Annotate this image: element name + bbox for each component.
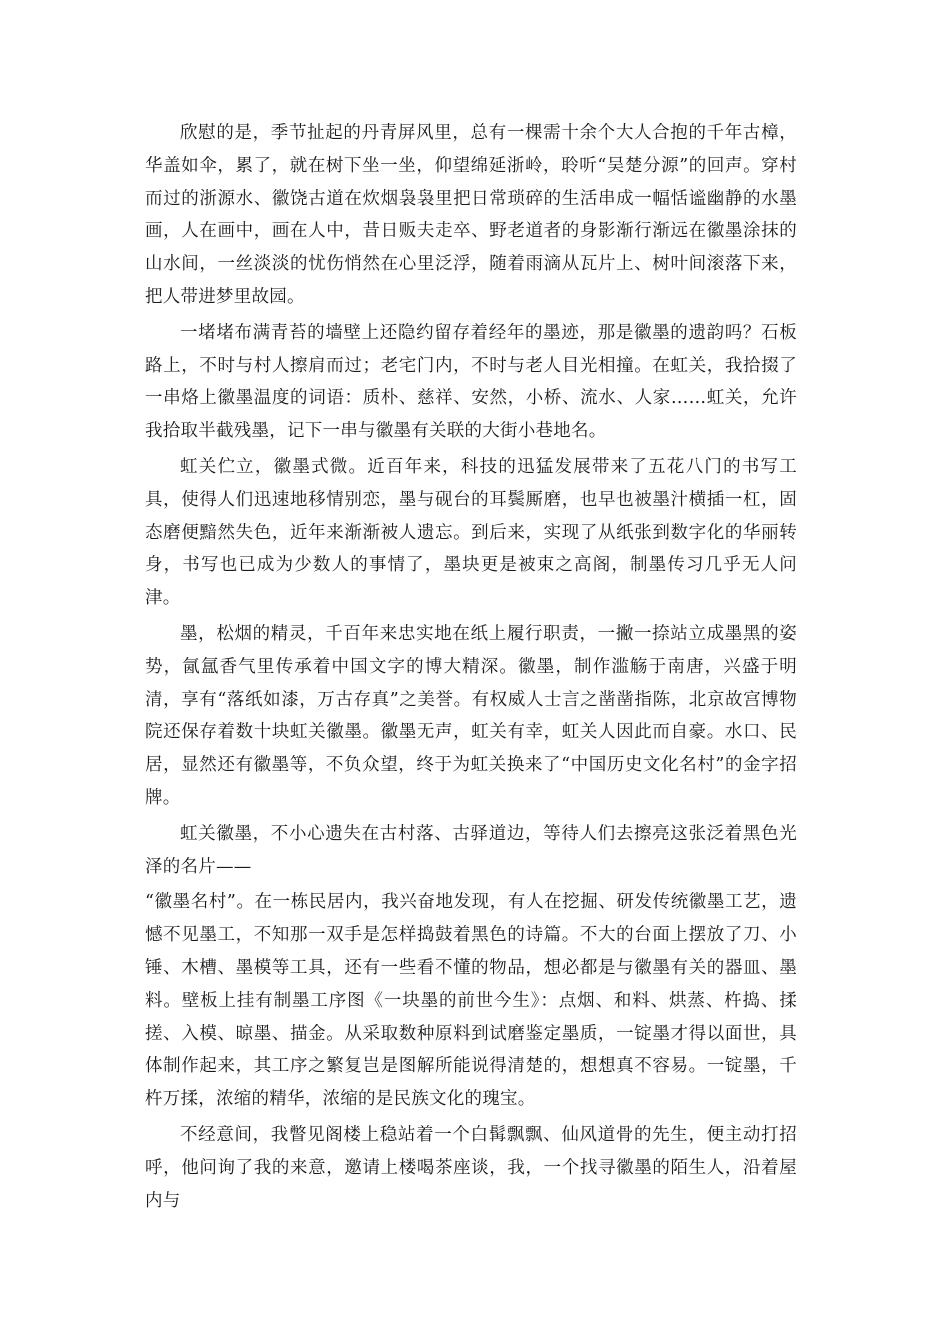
paragraph-1: 欣慰的是，季节扯起的丹青屏风里，总有一棵需十余个大人合抱的千年古樟，华盖如伞，累了，就在树下坐一坐，仰望绵延浙岭，聆听“吴楚分源”的回声。穿村而过的浙源水、徽饶古道在炊烟袅袅里把日常琐碎的生活串成一幅恬谧幽静的水墨画，人在画中，画在人中，昔日贩夫走卒、野老道者的身影渐行渐远在徽墨涂抹的山水间，一丝淡淡的忧伤悄然在心里泛浮，随着雨滴从瓦片上、树叶间滚落下来，把人带进梦里故园。	[145, 123, 797, 307]
paragraph-5: 虹关徽墨，不小心遗失在古村落、古驿道边，等待人们去擦亮这张泛着黑色光泽的名片——	[145, 823, 797, 877]
paragraph-7: 不经意间，我瞥见阁楼上稳站着一个白髯飘飘、仙风道骨的先生，便主动打招呼，他问询了我的来意，邀请上楼喝茶座谈，我，一个找寻徽墨的陌生人，沿着屋内与	[145, 1124, 797, 1211]
article-body	[145, 117, 797, 1217]
paragraph-3: 虹关伫立，徽墨式微。近百年来，科技的迅猛发展带来了五花八门的书写工具，使得人们迅速地移情别恋，墨与砚台的耳鬓厮磨，也早也被墨汁横插一杠，固态磨便黯然失色，近年来渐渐被人遗忘。到后来，实现了从纸张到数字化的华丽转身，书写也已成为少数人的事情了，墨块更是被束之高阁，制墨传习几乎无人问津。	[145, 456, 797, 609]
paragraph-2: 一堵堵布满青苔的墙壁上还隐约留存着经年的墨迹，那是徽墨的遗韵吗？石板路上，不时与村人擦肩而过；老宅门内，不时与老人目光相撞。在虹关，我拾掇了一串烙上徽墨温度的词语：质朴、慈祥、安然，小桥、流水、人家……虹关，允许我拾取半截残墨，记下一串与徽墨有关联的大街小巷地名。	[145, 322, 797, 442]
paragraph-4: 墨，松烟的精灵，千百年来忠实地在纸上履行职责，一撇一捺站立成墨黑的姿势，氤氲香气里传承着中国文字的博大精深。徽墨，制作滥觞于南唐，兴盛于明清，享有“落纸如漆，万古存真”之美誉。有权威人士言之凿凿指陈，北京故宫博物院还保存着数十块虹关徽墨。徽墨无声，虹关有幸，虹关人因此而自豪。水口、民居，显然还有徽墨等，不负众望，终于为虹关换来了“中国历史文化名村”的金字招牌。	[145, 623, 797, 808]
paragraph-6: “徽墨名村”。在一栋民居内，我兴奋地发现，有人在挖掘、研发传统徽墨工艺，遗憾不见墨工，不知那一双手是怎样捣鼓着黑色的诗篇。不大的台面上摆放了刀、小锤、木槽、墨模等工具，还有一些看不懂的物品，想必都是与徽墨有关的器皿、墨料。壁板上挂有制墨工序图《一块墨的前世今生》：点烟、和料、烘蒸、杵捣、揉搓、入模、晾墨、描金。从采取数种原料到试磨鉴定墨质，一锭墨才得以面世，具体制作起来，其工序之繁复岂是图解所能说得清楚的，想想真不容易。一锭墨，千杵万揉，浓缩的精华，浓缩的是民族文化的瑰宝。	[145, 892, 797, 1110]
